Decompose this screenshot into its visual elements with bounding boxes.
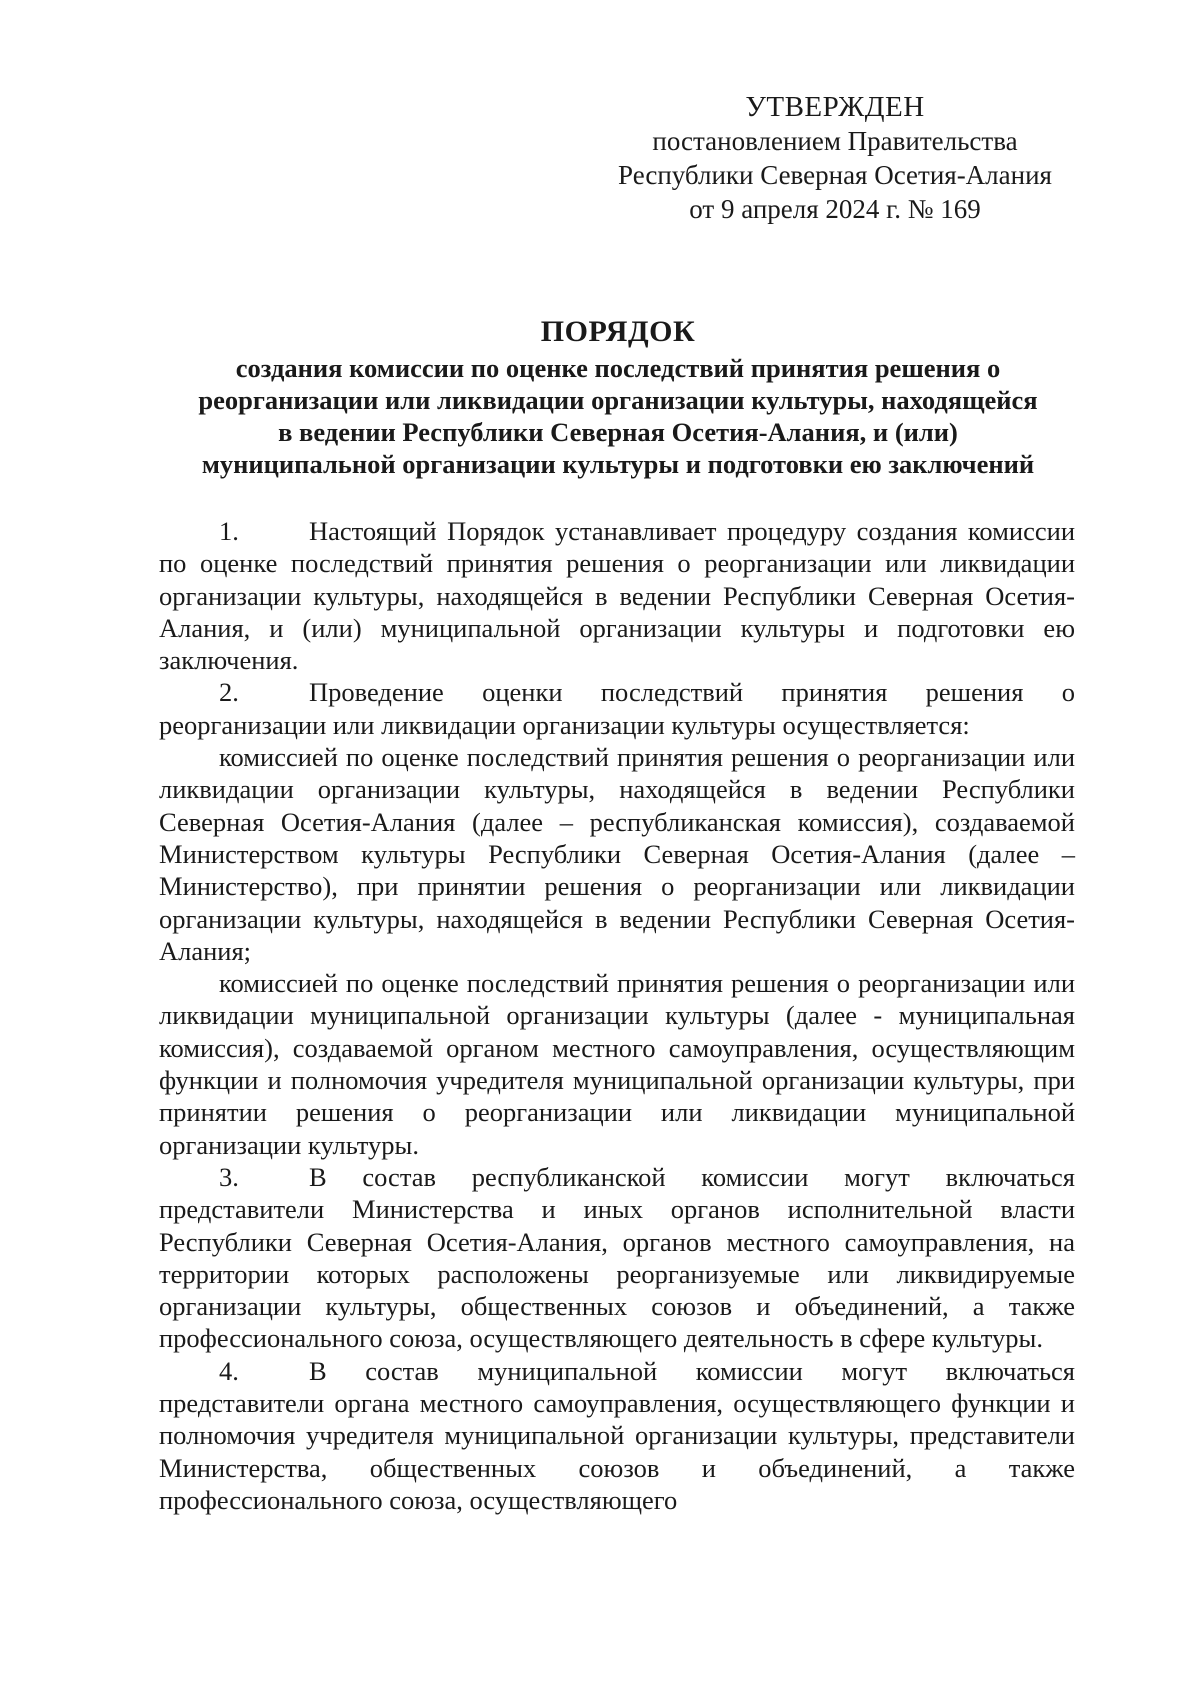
approval-line: постановлением Правительства	[652, 126, 1018, 156]
approval-date: от 9 апреля 2024 г. № 169	[689, 194, 981, 224]
paragraph-text: Проведение оценки последствий принятия решения о реорганизации или ликвидации организации культуры осуществляется:	[159, 677, 1075, 740]
document-subtitle-line: реорганизации или ликвидации организации культуры, находящейся	[198, 385, 1038, 415]
paragraph-4	[159, 1355, 1075, 1516]
paragraph-number: 3.	[219, 1161, 239, 1192]
paragraph-2-item-republic	[159, 741, 1075, 967]
approval-stamp	[600, 90, 1070, 226]
paragraph-number: 1.	[219, 516, 239, 546]
paragraph-text: комиссией по оценке последствий принятия решения о реорганизации или ликвидации муниципальной организации культуры (далее - муниципальная комиссия), создаваемой органом местного самоуправления, осуществляющим функции и полномочия учредителя муниципальной организации культуры, при принятии решения о реорганизации или ликвидации муниципальной организации культуры.	[159, 968, 1075, 1160]
paragraph-2-item-municipal	[159, 967, 1075, 1161]
approval-line: Республики Северная Осетия-Алания	[618, 160, 1052, 190]
paragraph-text: В состав муниципальной комиссии могут включаться представители органа местного самоуправления, осуществляющего функции и полномочия учредителя муниципальной организации культуры, представители Министерства, общественных союзов и объединений, а также профессионального союза, осуществляющего	[159, 1355, 1075, 1515]
paragraph-2	[159, 676, 1075, 741]
document-heading	[160, 312, 1076, 480]
document-subtitle-line: в ведении Республики Северная Осетия-Алания, и (или)	[278, 417, 958, 447]
approval-title: УТВЕРЖДЕН	[745, 91, 925, 123]
document-body	[159, 515, 1075, 1516]
paragraph-1	[159, 515, 1075, 676]
paragraph-text: В состав республиканской комиссии могут включаться представители Министерства и иных органов исполнительной власти Республики Северная Осетия-Алания, органов местного самоуправления, на территории которых расположены реорганизуемые или ликвидируемые организации культуры, общественных союзов и объединений, а также профессионального союза, осуществляющего деятельность в сфере культуры.	[159, 1161, 1075, 1354]
document-subtitle-line: муниципальной организации культуры и подготовки ею заключений	[201, 449, 1035, 479]
paragraph-text: Настоящий Порядок устанавливает процедуру создания комиссии по оценке последствий принятия решения о реорганизации или ликвидации организации культуры, находящейся в ведении Республики Северная Осетия-Алания, и (или) муниципальной организации культуры и подготовки ею заключения.	[159, 516, 1075, 676]
document-subtitle-line: создания комиссии по оценке последствий принятия решения о	[235, 353, 1001, 383]
document-title: ПОРЯДОК	[540, 315, 696, 348]
paragraph-number: 2.	[219, 677, 239, 708]
paragraph-text: комиссией по оценке последствий принятия решения о реорганизации или ликвидации организации культуры, находящейся в ведении Республики Северная Осетия-Алания (далее – республиканская комиссия), создаваемой Министерством культуры Республики Северная Осетия-Алания (далее – Министерство), при принятии решения о реорганизации или ликвидации организации культуры, находящейся в ведении Республики Северная Осетия-Алания;	[159, 742, 1075, 966]
paragraph-3	[159, 1161, 1075, 1355]
paragraph-number: 4.	[219, 1355, 239, 1386]
